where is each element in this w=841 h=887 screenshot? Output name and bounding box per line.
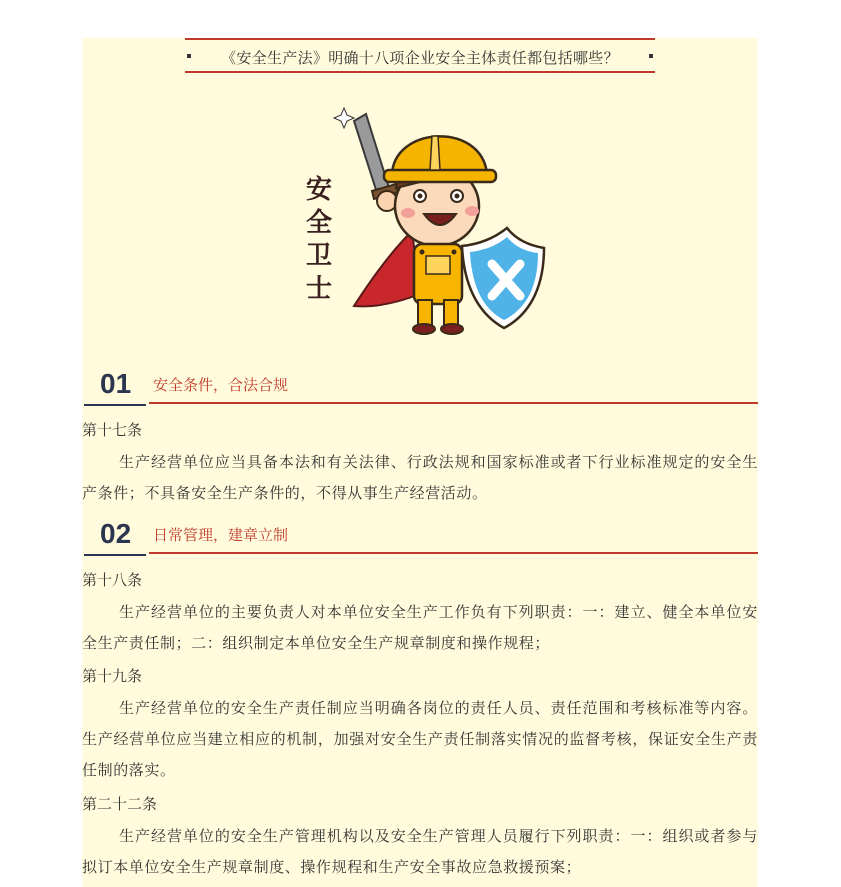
section-divider bbox=[149, 402, 758, 404]
title-banner bbox=[185, 38, 655, 73]
sword-icon bbox=[334, 108, 398, 199]
article-text: 生产经营单位的安全生产责任制应当明确各岗位的责任人员、责任范围和考核标准等内容。生产经营单位应当建立相应的机制，加强对安全生产责任制落实情况的监督考核，保证安全生产责任制的落实。 bbox=[82, 699, 758, 779]
article-heading: 第十九条 bbox=[82, 667, 143, 685]
section-header-01 bbox=[82, 368, 758, 402]
section-number: 01 bbox=[100, 368, 132, 399]
helmet bbox=[384, 136, 496, 182]
section-header-02 bbox=[82, 518, 758, 552]
article-heading: 第十八条 bbox=[82, 571, 143, 589]
mascot-label-char: 全 bbox=[306, 208, 333, 238]
section-divider bbox=[149, 552, 758, 554]
section-title: 日常管理，建章立制 bbox=[153, 526, 289, 544]
section-number: 02 bbox=[100, 518, 132, 549]
article-heading: 第十七条 bbox=[82, 421, 143, 439]
mascot-label-char: 卫 bbox=[306, 241, 333, 271]
section-title: 安全条件，合法合规 bbox=[153, 376, 289, 394]
article-text: 生产经营单位应当具备本法和有关法律、行政法规和国家标准或者下行业标准规定的安全生产条件；不具备安全生产条件的，不得从事生产经营活动。 bbox=[82, 453, 758, 502]
overalls bbox=[413, 244, 463, 334]
page-title: 《安全生产法》明确十八项企业安全主体责任都包括哪些？ bbox=[221, 49, 619, 67]
mascot-label-char: 士 bbox=[306, 274, 333, 304]
cape bbox=[354, 231, 420, 306]
section-number-underline bbox=[84, 404, 146, 406]
mascot-label bbox=[306, 175, 332, 304]
article-heading: 第二十二条 bbox=[82, 795, 158, 813]
article-page bbox=[82, 38, 758, 887]
shield-icon bbox=[462, 228, 544, 328]
section-number-underline bbox=[84, 554, 146, 556]
article-text: 生产经营单位的主要负责人对本单位安全生产工作负有下列职责：一：建立、健全本单位安全生产责任制；二：组织制定本单位安全生产规章制度和操作规程； bbox=[82, 603, 758, 652]
mascot-label-char: 安 bbox=[306, 175, 333, 205]
safety-guard-mascot-illustration bbox=[292, 96, 552, 366]
article-text: 生产经营单位的安全生产管理机构以及安全生产管理人员履行下列职责：一：组织或者参与拟订本单位安全生产规章制度、操作规程和生产安全事故应急救援预案； bbox=[82, 827, 758, 876]
